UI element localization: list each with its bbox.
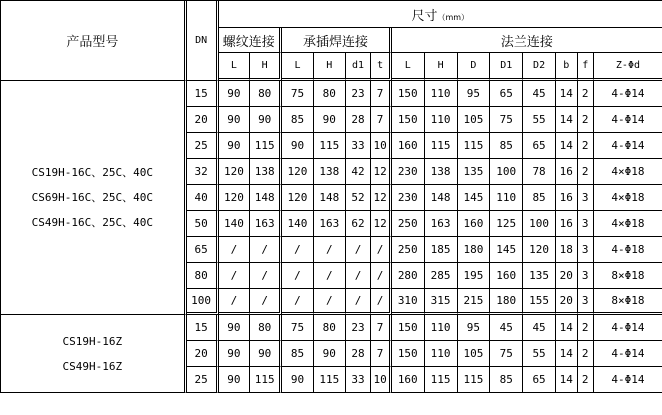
cell-thread-h: 115 (250, 367, 282, 393)
cell-flange-b: 16 (556, 159, 578, 185)
cell-flange-bolts: 4-Φ18 (594, 237, 662, 263)
cell-flange-bolts: 4-Φ14 (594, 367, 662, 393)
cell-flange-f: 3 (578, 237, 594, 263)
cell-flange-d1: 65 (490, 81, 523, 107)
cell-socket-l: / (282, 289, 314, 315)
subheader-socket-l: L (282, 53, 314, 81)
cell-flange-d: 145 (458, 185, 491, 211)
cell-flange-b: 18 (556, 237, 578, 263)
product-model-header: 产品型号 (1, 1, 187, 81)
cell-thread-l: / (219, 237, 251, 263)
cell-socket-l: / (282, 237, 314, 263)
cell-socket-h: 80 (314, 315, 346, 341)
cell-socket-d1: 28 (346, 107, 372, 133)
model-name: CS69H-16C、25C、40C (31, 191, 154, 204)
cell-thread-l: 90 (219, 315, 251, 341)
cell-thread-l: 90 (219, 107, 251, 133)
cell-flange-d1: 180 (490, 289, 523, 315)
cell-flange-b: 16 (556, 185, 578, 211)
subheader-thread-l: L (219, 53, 251, 81)
cell-flange-d2: 85 (523, 185, 556, 211)
cell-socket-h: 115 (314, 367, 346, 393)
cell-flange-bolts: 4×Φ18 (594, 211, 662, 237)
subheader-flange-d: D (458, 53, 491, 81)
cell-flange-h: 110 (425, 107, 458, 133)
cell-flange-d: 160 (458, 211, 491, 237)
cell-flange-d: 115 (458, 133, 491, 159)
dn-header: DN (187, 1, 219, 81)
cell-socket-d1: 52 (346, 185, 372, 211)
group-header-flange: 法兰连接 (392, 28, 662, 53)
cell-flange-d2: 65 (523, 367, 556, 393)
cell-flange-d1: 160 (490, 263, 523, 289)
cell-flange-d2: 55 (523, 107, 556, 133)
cell-flange-f: 2 (578, 367, 594, 393)
subheader-flange-h: H (425, 53, 458, 81)
cell-socket-t: 10 (371, 367, 392, 393)
cell-flange-bolts: 4×Φ18 (594, 159, 662, 185)
cell-thread-h: 90 (250, 341, 282, 367)
dn-cell: 80 (187, 263, 219, 289)
cell-flange-f: 2 (578, 159, 594, 185)
cell-flange-f: 3 (578, 211, 594, 237)
cell-socket-d1: / (346, 237, 372, 263)
cell-socket-t: 12 (371, 159, 392, 185)
cell-socket-t: 12 (371, 185, 392, 211)
cell-thread-h: 80 (250, 315, 282, 341)
cell-flange-h: 148 (425, 185, 458, 211)
cell-socket-d1: 62 (346, 211, 372, 237)
cell-socket-d1: 23 (346, 315, 372, 341)
cell-thread-h: / (250, 237, 282, 263)
cell-socket-h: 90 (314, 341, 346, 367)
cell-thread-l: 120 (219, 159, 251, 185)
cell-flange-bolts: 8×Φ18 (594, 263, 662, 289)
dimension-label: 尺寸 (411, 8, 438, 24)
cell-flange-b: 16 (556, 211, 578, 237)
cell-flange-bolts: 4-Φ14 (594, 315, 662, 341)
cell-flange-d1: 45 (490, 315, 523, 341)
cell-flange-d: 95 (458, 81, 491, 107)
cell-socket-d1: 23 (346, 81, 372, 107)
cell-flange-f: 2 (578, 315, 594, 341)
cell-socket-l: 75 (282, 315, 314, 341)
cell-flange-f: 3 (578, 185, 594, 211)
cell-flange-l: 150 (392, 341, 425, 367)
cell-flange-h: 115 (425, 133, 458, 159)
cell-socket-l: 85 (282, 341, 314, 367)
cell-socket-d1: 33 (346, 367, 372, 393)
cell-thread-h: 80 (250, 81, 282, 107)
cell-flange-d: 135 (458, 159, 491, 185)
cell-flange-f: 2 (578, 81, 594, 107)
cell-flange-l: 250 (392, 237, 425, 263)
table-row (1, 81, 662, 107)
cell-socket-h: 115 (314, 133, 346, 159)
cell-flange-d1: 145 (490, 237, 523, 263)
cell-flange-d2: 78 (523, 159, 556, 185)
cell-flange-f: 3 (578, 263, 594, 289)
cell-socket-t: / (371, 289, 392, 315)
cell-flange-d1: 85 (490, 133, 523, 159)
cell-flange-d1: 75 (490, 341, 523, 367)
dimension-unit: （mm） (437, 12, 470, 22)
cell-thread-l: / (219, 289, 251, 315)
cell-flange-b: 14 (556, 107, 578, 133)
cell-thread-l: / (219, 263, 251, 289)
cell-flange-bolts: 4-Φ14 (594, 341, 662, 367)
cell-flange-h: 115 (425, 367, 458, 393)
cell-socket-h: 138 (314, 159, 346, 185)
cell-socket-t: / (371, 237, 392, 263)
cell-socket-d1: 33 (346, 133, 372, 159)
cell-socket-h: 90 (314, 107, 346, 133)
cell-thread-h: / (250, 289, 282, 315)
cell-thread-l: 120 (219, 185, 251, 211)
cell-socket-t: 10 (371, 133, 392, 159)
cell-socket-l: 90 (282, 367, 314, 393)
cell-socket-l: 120 (282, 185, 314, 211)
cell-flange-d2: 100 (523, 211, 556, 237)
cell-flange-h: 110 (425, 341, 458, 367)
cell-socket-h: / (314, 237, 346, 263)
cell-socket-l: 120 (282, 159, 314, 185)
cell-flange-l: 310 (392, 289, 425, 315)
dn-cell: 25 (187, 367, 219, 393)
cell-socket-t: 7 (371, 81, 392, 107)
cell-thread-l: 140 (219, 211, 251, 237)
cell-flange-b: 14 (556, 81, 578, 107)
cell-flange-b: 14 (556, 315, 578, 341)
dimension-header (219, 1, 662, 28)
cell-thread-h: 115 (250, 133, 282, 159)
cell-socket-h: / (314, 289, 346, 315)
cell-socket-t: / (371, 263, 392, 289)
cell-thread-h: 90 (250, 107, 282, 133)
cell-flange-d1: 110 (490, 185, 523, 211)
cell-flange-b: 14 (556, 341, 578, 367)
cell-flange-b: 14 (556, 367, 578, 393)
cell-flange-d1: 100 (490, 159, 523, 185)
cell-socket-l: 90 (282, 133, 314, 159)
subheader-socket-t: t (371, 53, 392, 81)
cell-flange-d: 105 (458, 341, 491, 367)
cell-flange-h: 315 (425, 289, 458, 315)
cell-flange-d1: 125 (490, 211, 523, 237)
cell-flange-l: 150 (392, 81, 425, 107)
cell-flange-bolts: 4×Φ18 (594, 185, 662, 211)
cell-flange-f: 2 (578, 133, 594, 159)
cell-flange-d2: 135 (523, 263, 556, 289)
cell-thread-l: 90 (219, 341, 251, 367)
cell-flange-b: 20 (556, 263, 578, 289)
cell-flange-h: 285 (425, 263, 458, 289)
subheader-flange-l: L (392, 53, 425, 81)
cell-socket-t: 12 (371, 211, 392, 237)
cell-flange-l: 230 (392, 159, 425, 185)
dn-cell: 15 (187, 81, 219, 107)
cell-thread-h: 148 (250, 185, 282, 211)
cell-flange-bolts: 4-Φ14 (594, 133, 662, 159)
cell-flange-l: 150 (392, 107, 425, 133)
cell-socket-d1: / (346, 289, 372, 315)
model-name: CS19H-16C、25C、40C (31, 166, 154, 179)
cell-flange-h: 138 (425, 159, 458, 185)
cell-socket-l: 140 (282, 211, 314, 237)
cell-socket-l: / (282, 263, 314, 289)
cell-flange-d2: 55 (523, 341, 556, 367)
cell-flange-b: 14 (556, 133, 578, 159)
cell-flange-f: 2 (578, 341, 594, 367)
cell-flange-d1: 75 (490, 107, 523, 133)
subheader-flange-b: b (556, 53, 578, 81)
cell-socket-d1: / (346, 263, 372, 289)
dn-cell: 32 (187, 159, 219, 185)
cell-socket-h: / (314, 263, 346, 289)
subheader-flange-bolts: Z-Φd (594, 53, 662, 81)
cell-flange-d2: 155 (523, 289, 556, 315)
dn-cell: 15 (187, 315, 219, 341)
cell-flange-bolts: 8×Φ18 (594, 289, 662, 315)
cell-socket-l: 75 (282, 81, 314, 107)
cell-socket-t: 7 (371, 107, 392, 133)
cell-flange-l: 230 (392, 185, 425, 211)
subheader-flange-f: f (578, 53, 594, 81)
cell-thread-h: / (250, 263, 282, 289)
cell-flange-d2: 120 (523, 237, 556, 263)
subheader-flange-d2: D2 (523, 53, 556, 81)
cell-flange-d: 195 (458, 263, 491, 289)
cell-socket-t: 7 (371, 315, 392, 341)
product-model-cell (1, 81, 187, 315)
cell-flange-h: 110 (425, 315, 458, 341)
cell-flange-d: 215 (458, 289, 491, 315)
subheader-thread-h: H (250, 53, 282, 81)
cell-flange-bolts: 4-Φ14 (594, 81, 662, 107)
dn-cell: 20 (187, 107, 219, 133)
cell-flange-d2: 45 (523, 81, 556, 107)
dn-cell: 40 (187, 185, 219, 211)
cell-flange-d: 180 (458, 237, 491, 263)
cell-socket-t: 7 (371, 341, 392, 367)
cell-flange-bolts: 4-Φ14 (594, 107, 662, 133)
cell-flange-h: 110 (425, 81, 458, 107)
cell-flange-d2: 45 (523, 315, 556, 341)
cell-flange-l: 250 (392, 211, 425, 237)
group-header-threaded: 螺纹连接 (219, 28, 283, 53)
cell-flange-d2: 65 (523, 133, 556, 159)
cell-flange-d1: 85 (490, 367, 523, 393)
model-name: CS49H-16Z (62, 359, 123, 373)
cell-flange-d: 105 (458, 107, 491, 133)
dn-cell: 65 (187, 237, 219, 263)
cell-flange-l: 150 (392, 315, 425, 341)
dn-cell: 25 (187, 133, 219, 159)
cell-socket-h: 80 (314, 81, 346, 107)
table-row (1, 315, 662, 341)
cell-flange-l: 280 (392, 263, 425, 289)
cell-flange-h: 163 (425, 211, 458, 237)
subheader-socket-h: H (314, 53, 346, 81)
subheader-socket-d1: d1 (346, 53, 372, 81)
cell-thread-l: 90 (219, 367, 251, 393)
product-model-cell (1, 315, 187, 393)
cell-flange-l: 160 (392, 133, 425, 159)
cell-flange-f: 3 (578, 289, 594, 315)
dn-cell: 20 (187, 341, 219, 367)
cell-thread-l: 90 (219, 133, 251, 159)
cell-socket-d1: 28 (346, 341, 372, 367)
group-header-socket-weld: 承插焊连接 (282, 28, 392, 53)
cell-thread-h: 163 (250, 211, 282, 237)
model-name: CS49H-16C、25C、40C (31, 216, 154, 229)
subheader-flange-d1: D1 (490, 53, 523, 81)
cell-socket-d1: 42 (346, 159, 372, 185)
cell-flange-f: 2 (578, 107, 594, 133)
cell-flange-l: 160 (392, 367, 425, 393)
cell-flange-d: 115 (458, 367, 491, 393)
dn-cell: 50 (187, 211, 219, 237)
cell-socket-l: 85 (282, 107, 314, 133)
cell-flange-h: 185 (425, 237, 458, 263)
cell-socket-h: 163 (314, 211, 346, 237)
cell-thread-h: 138 (250, 159, 282, 185)
cell-thread-l: 90 (219, 81, 251, 107)
cell-flange-b: 20 (556, 289, 578, 315)
cell-socket-h: 148 (314, 185, 346, 211)
dn-cell: 100 (187, 289, 219, 315)
cell-flange-d: 95 (458, 315, 491, 341)
model-name: CS19H-16Z (62, 334, 123, 348)
